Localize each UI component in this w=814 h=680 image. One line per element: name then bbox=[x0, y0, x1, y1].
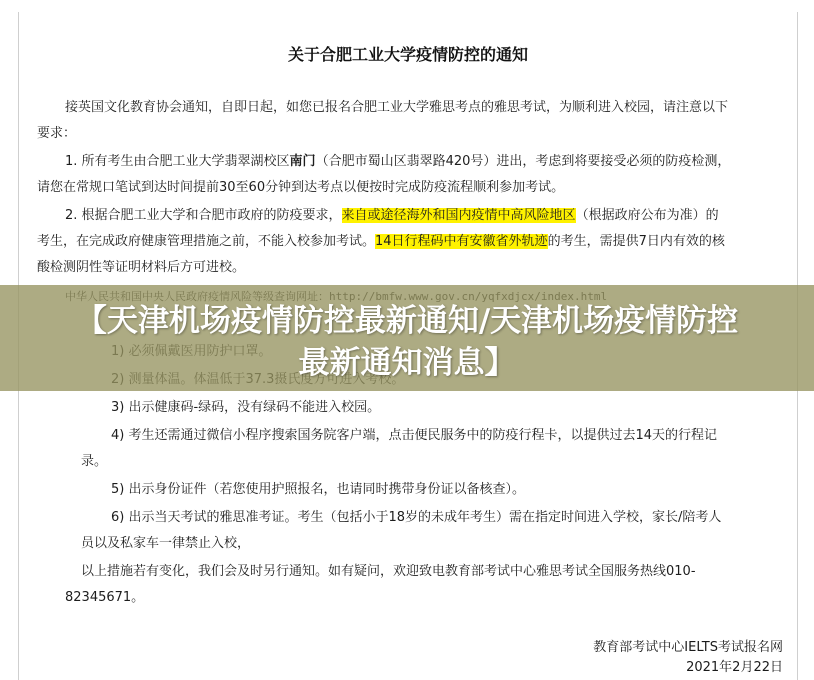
headline-banner-line-2: 最新通知消息】 bbox=[298, 345, 516, 381]
requirement-6-line-1: 6) 出示当天考试的雅思准考证。考生（包括小于18岁的未成年考生）需在指定时间进入学校，家长/陪考人 bbox=[111, 510, 722, 525]
headline-banner-line-1: 【天津机场疫情防控最新通知/天津机场疫情防控 bbox=[75, 303, 739, 339]
paragraph-2-line-1 bbox=[65, 208, 719, 224]
paragraph-2-text-b: （根据政府公布为准）的 bbox=[575, 208, 719, 223]
requirement-6-line-2: 员以及私家车一律禁止入校， bbox=[81, 536, 251, 551]
paragraph-1-text-b: （合肥市蜀山区翡翠路420号）进出，考虑到将要接受必须的防疫检测， bbox=[315, 154, 731, 169]
paragraph-1-line-1 bbox=[65, 154, 730, 170]
signature-organization: 教育部考试中心IELTS考试报名网 bbox=[593, 640, 783, 655]
signature-date: 2021年2月22日 bbox=[686, 660, 783, 675]
paragraph-2-text-c: 考生，在完成政府健康管理措施之前，不能入校参加考试。 bbox=[37, 234, 376, 249]
paragraph-2-text-a: 2. 根据合肥工业大学和合肥市政府的防疫要求， bbox=[65, 208, 342, 223]
highlight-travel-code: 14日行程码中有安徽省外轨迹 bbox=[375, 234, 548, 249]
closing-line-2: 82345671。 bbox=[65, 590, 145, 605]
requirement-4-line-1: 4) 考生还需通过微信小程序搜索国务院客户端，点击便民服务中的防疫行程卡，以提供过去14天的行程记 bbox=[111, 428, 718, 443]
highlight-risk-area: 来自或途径海外和国内疫情中高风险地区 bbox=[341, 208, 576, 223]
paragraph-1-line-2: 请您在常规口笔试到达时间提前30至60分钟到达考点以便按时完成防疫流程顺利参加考试。 bbox=[37, 180, 565, 195]
requirement-5: 5) 出示身份证件（若您使用护照报名，也请同时携带身份证以备核查）。 bbox=[111, 482, 525, 497]
headline-banner-title bbox=[0, 300, 814, 384]
paragraph-2-line-2 bbox=[37, 234, 725, 250]
south-gate-text: 南门 bbox=[289, 154, 316, 169]
paragraph-1-text-a: 1. 所有考生由合肥工业大学翡翠湖校区 bbox=[65, 154, 290, 169]
paragraph-2-text-d: 的考生，需提供7日内有效的核 bbox=[547, 234, 725, 249]
intro-line-2: 要求： bbox=[37, 126, 77, 141]
requirement-3: 3) 出示健康码-绿码，没有绿码不能进入校园。 bbox=[111, 400, 381, 415]
requirement-4-line-2: 录。 bbox=[81, 454, 108, 469]
closing-line-1: 以上措施若有变化，我们会及时另行通知。如有疑问，欢迎致电教育部考试中心雅思考试全国服务热线010- bbox=[81, 564, 696, 579]
intro-line-1: 接英国文化教育协会通知，自即日起，如您已报名合肥工业大学雅思考点的雅思考试，为顺利进入校园，请注意以下 bbox=[65, 100, 729, 115]
notice-title: 关于合肥工业大学疫情防控的通知 bbox=[287, 45, 528, 64]
paragraph-2-line-3: 酸检测阴性等证明材料后方可进校。 bbox=[37, 260, 246, 275]
